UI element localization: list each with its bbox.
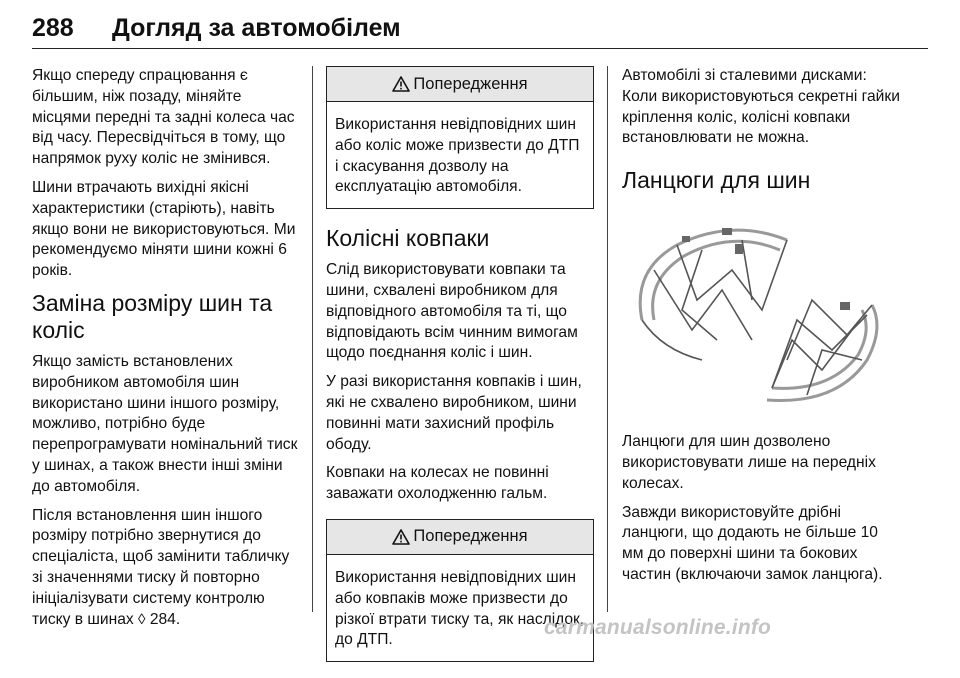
warning-header — [327, 520, 593, 555]
paragraph-chains-front-wheels: Ланцюги для шин дозволено використовувати лише на передніх колесах. — [622, 433, 876, 492]
column-left — [32, 66, 300, 638]
tire-chains-icon — [622, 210, 890, 410]
warning-text: Використання невідповідних шин або ковпаків може призвести до різкої втрати тиску та, як наслідок, до ДТП. — [335, 568, 585, 649]
paragraph-tire-rotation: Якщо спереду спрацювання є більшим, ніж позаду, міняйте місцями передні та задні колеса час від часу. Пересвідчіться в тому, що напрямок руху коліс не змінився. — [32, 67, 295, 168]
warning-box-tires — [326, 66, 594, 209]
warning-body — [327, 102, 593, 208]
header-divider — [32, 48, 928, 49]
paragraph-tire-size-pressure: Якщо замість встановлених виробником автомобіля шин використано шини іншого розміру, можливо, потрібно буде перепрограмувати номінальний тиск у шинах, а також внести інші зміни до автомобіля. — [32, 352, 298, 495]
watermark-logo: carmanualsonline.info — [544, 616, 772, 639]
paragraph-tire-aging: Шини втрачають вихідні якісні характеристики (старіють), навіть якщо вони не використовуються. Ми рекомендуємо міняти шини кожні 6 років. — [32, 178, 296, 280]
column-divider-2 — [607, 66, 608, 612]
heading-tire-size-change: Заміна розміру шин та коліс — [32, 289, 273, 343]
warning-text: Використання невідповідних шин або коліс може призвести до ДТП і скасування дозволу на експлуатацію автомобіля. — [335, 116, 580, 196]
paragraph-wheel-covers-approved: Слід використовувати ковпаки та шини, схвалені виробником для відповідного автомобіля та ті, що відповідають всім чинним вимогам щодо поєднання коліс і шин. — [326, 261, 578, 362]
warning-title: Попередження — [413, 74, 528, 93]
warning-triangle-icon — [392, 529, 410, 545]
warning-body — [327, 555, 593, 661]
paragraph-tire-size-service-text: Після встановлення шин іншого розміру потрібно звернутися до спеціаліста, щоб замінити табличку зі значеннями тиску й повторно ініціалізувати систему контролю тиску в шинах — [32, 506, 290, 628]
column-middle — [326, 66, 594, 678]
paragraph-tire-size-service — [32, 506, 300, 631]
page-header — [32, 14, 928, 46]
heading-tire-chains: Ланцюги для шин — [622, 167, 811, 194]
column-divider-1 — [312, 66, 313, 612]
page-reference-arrow-icon: ◊ — [138, 610, 146, 628]
warning-box-covers — [326, 519, 594, 662]
paragraph-wheel-covers-brakes: Ковпаки на колесах не повинні заважати охолодженню гальм. — [326, 464, 549, 503]
column-right — [622, 66, 900, 594]
page-number: 288 — [32, 14, 74, 42]
warning-title: Попередження — [413, 527, 528, 546]
paragraph-steel-wheels: Автомобілі зі сталевими дисками: Коли використовуються секретні гайки кріплення коліс, колісні ковпаки встановлювати не можна. — [622, 67, 900, 147]
tire-chains-illustration — [622, 210, 890, 410]
paragraph-chains-fine-link: Завжди використовуйте дрібні ланцюги, що додають не більше 10 мм до поверхні шини та бокових частин (включаючи замок ланцюга). — [622, 503, 883, 583]
warning-triangle-icon — [392, 76, 410, 92]
paragraph-wheel-covers-rim: У разі використання ковпаків і шин, які не схвалено виробником, шини повинні мати захисний профіль ободу. — [326, 373, 582, 453]
warning-header — [327, 67, 593, 102]
page-reference-link[interactable]: 284. — [149, 610, 181, 628]
section-title: Догляд за автомобілем — [112, 14, 401, 42]
heading-wheel-covers: Колісні ковпаки — [326, 225, 490, 252]
